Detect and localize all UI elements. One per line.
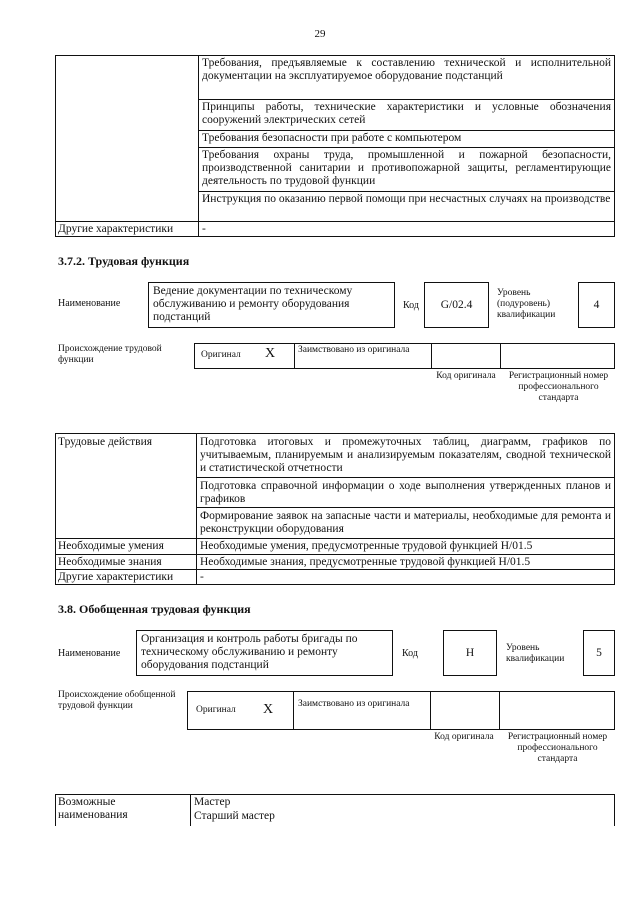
origin-label: Происхождение трудовой функции xyxy=(58,344,162,365)
level-label: Уровень квалификации xyxy=(506,643,565,664)
other-characteristics-label: Другие характеристики xyxy=(58,223,174,235)
table-row: Требования безопасности при работе с компьютером xyxy=(202,132,462,144)
code-original-label: Код оригинала xyxy=(436,371,496,381)
original-mark: X xyxy=(263,702,274,717)
actions-label: Трудовые действия xyxy=(58,436,153,448)
other-characteristics-value: - xyxy=(200,571,204,583)
table-row: Подготовка итоговых и промежуточных таблиц, диаграмм, графиков по учитываемым, планируемым и анализируемым показателям, сводной технической и статистической отчетности xyxy=(200,436,611,474)
name-label: Наименование xyxy=(58,648,121,659)
other-characteristics-label: Другие характеристики xyxy=(58,571,174,583)
origin-label: Происхождение обобщенной трудовой функции xyxy=(58,690,176,711)
code-label: Код xyxy=(403,300,419,311)
original-mark: X xyxy=(265,346,276,361)
knowledge-label: Необходимые знания xyxy=(58,556,162,568)
level-label: Уровень (подуровень) квалификации xyxy=(497,288,556,320)
original-label: Оригинал xyxy=(196,705,236,715)
name-label: Наименование xyxy=(58,298,121,309)
code-field: G/02.4 xyxy=(424,282,489,328)
original-label: Оригинал xyxy=(201,350,241,360)
table-row: Принципы работы, технические характеристики и условные обозначения сооружений электрических сетей xyxy=(202,101,611,126)
registration-number-label: Регистрационный номер профессионального стандарта xyxy=(507,732,608,764)
table-row: Требования охраны труда, промышленной и пожарной безопасности, производственной санитарии и противопожарной защиты, регламентирующие деятельность по трудовой функции xyxy=(202,149,611,187)
skills-value: Необходимые умения, предусмотренные трудовой функцией H/01.5 xyxy=(200,540,533,552)
page-number: 29 xyxy=(314,28,326,40)
list-item: Старший мастер xyxy=(194,810,275,822)
table-row: Формирование заявок на запасные части и материалы, необходимые для ремонта и реконструкции оборудования xyxy=(200,510,611,535)
borrowed-label: Заимствовано из оригинала xyxy=(298,699,410,709)
skills-label: Необходимые умения xyxy=(58,540,164,552)
table-row: Требования, предъявляемые к составлению технической и исполнительной документации на эксплуатируемое оборудование подстанций xyxy=(202,57,611,82)
section-heading: 3.7.2. Трудовая функция xyxy=(58,254,190,268)
borrowed-label: Заимствовано из оригинала xyxy=(298,345,410,355)
table-row: Подготовка справочной информации о ходе выполнения утвержденных планов и графиков xyxy=(200,480,611,505)
level-field: 4 xyxy=(578,282,615,328)
code-label: Код xyxy=(402,648,418,659)
section-heading: 3.8. Обобщенная трудовая функция xyxy=(58,602,251,616)
list-item: Мастер xyxy=(194,796,231,808)
knowledge-value: Необходимые знания, предусмотренные трудовой функцией H/01.5 xyxy=(200,556,531,568)
registration-number-label: Регистрационный номер профессионального стандарта xyxy=(508,371,609,403)
function-name-field: Организация и контроль работы бригады по техническому обслуживанию и ремонту оборудования подстанций xyxy=(136,630,393,676)
code-original-label: Код оригинала xyxy=(434,732,494,742)
other-characteristics-value: - xyxy=(202,223,206,235)
level-field: 5 xyxy=(583,630,615,676)
positions-label: Возможные наименования xyxy=(58,796,128,821)
function-name-field: Ведение документации по техническому обслуживанию и ремонту оборудования подстанций xyxy=(148,282,395,328)
code-field: H xyxy=(443,630,497,676)
table-row: Инструкция по оказанию первой помощи при несчастных случаях на производстве xyxy=(202,193,611,205)
